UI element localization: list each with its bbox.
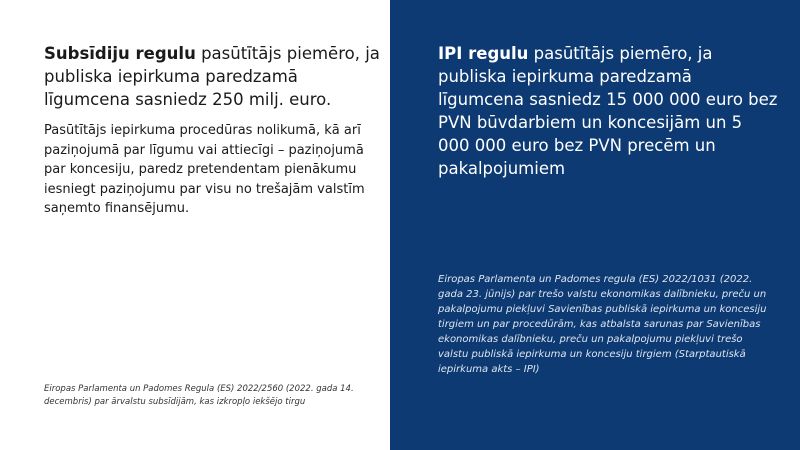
left-heading-bold: Subsīdiju regulu (44, 44, 196, 63)
right-heading-bold: IPI regulu (438, 44, 529, 63)
right-panel (390, 0, 800, 450)
left-heading-rest: pasūtītājs piemēro, ja publiska iepirkuma paredzamā līgumcena sasniedz 250 milj. euro. (44, 44, 380, 109)
right-footnote: Eiropas Parlamenta un Padomes regula (ES) 2022/1031 (2022. gada 23. jūnijs) par trešo valstu ekonomikas dalībnieku, preču un pakalpojumu piekļuvi Savienības publiskā iepirkuma un koncesiju tirgiem un par procedūrām, kas atbalsta sarunas par Savienības ekonomikas dalībnieku, preču un pakalpojumu piekļuvi trešo valstu publiskā iepirkuma un koncesiju tirgiem (Starptautiskā iepirkuma akts – IPI) (438, 274, 767, 375)
left-panel (0, 0, 390, 450)
right-heading-rest: pasūtītājs piemēro, ja publiska iepirkuma paredzamā līgumcena sasniedz 15 000 000 euro bez PVN būvdarbiem un koncesijām un 5 000 000 euro bez PVN precēm un pakalpojumiem (438, 44, 778, 178)
right-heading (438, 42, 778, 180)
left-heading (44, 42, 384, 111)
left-body-text: Pasūtītājs iepirkuma procedūras nolikumā, kā arī paziņojumā par līgumu vai attiecīgi – paziņojumā par koncesiju, paredz pretendentam pienākumu iesniegt paziņojumu par visu no trešajām valstīm saņemto finansējumu. (44, 123, 365, 216)
left-footnote: Eiropas Parlamenta un Padomes Regula (ES) 2022/2560 (2022. gada 14. decembris) par ārvalstu subsīdijām, kas izkropļo iekšējo tirgu (44, 384, 354, 407)
